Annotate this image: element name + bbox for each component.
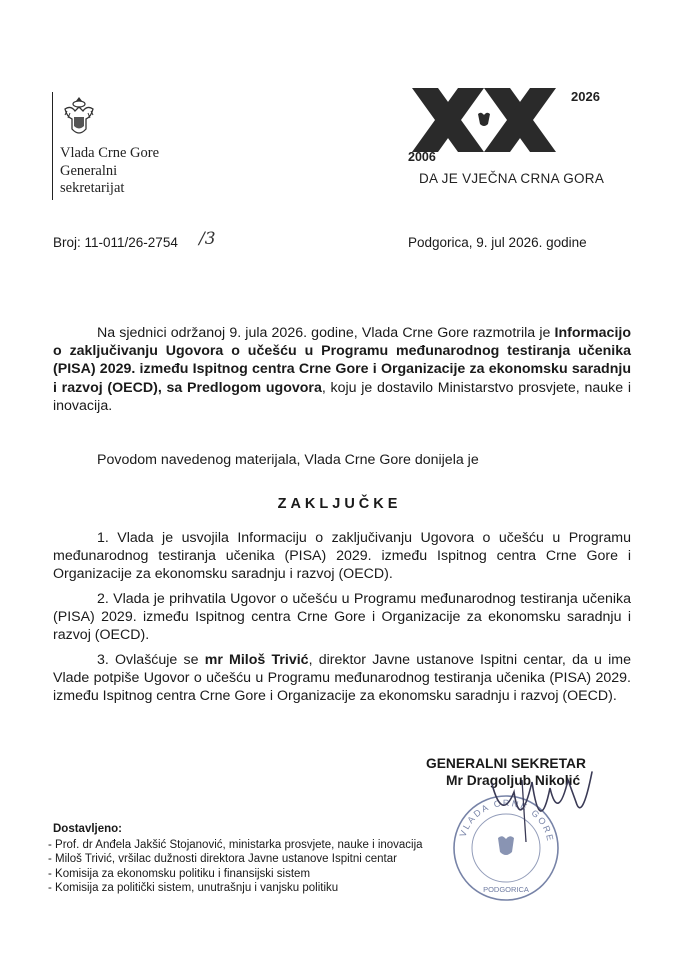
issuer-line-3: sekretarijat — [60, 180, 125, 196]
distribution-label: Dostavljeno: — [53, 823, 123, 835]
intro-subject: Informacijo o zaključivanju Ugovora o učešću u Programu međunarodnog testiranja učenika (PISA) 2029. između Ispitnog centra Crne Gore i Organizacije za ekonomsku saradnju i razvoj (OECD), sa Predlogom ugovora — [53, 325, 631, 396]
signatory-name: Mr Dragoljub Nikolić — [446, 773, 581, 788]
signatory-title: GENERALNI SEKRETAR — [426, 756, 586, 771]
reference-number: Broj: 11-011/26-2754 — [53, 235, 178, 250]
distribution-list — [48, 838, 423, 895]
header-divider — [52, 92, 53, 200]
authorized-person: mr Miloš Trivić — [204, 652, 309, 668]
conclusion-3-text-b: , direktor Javne ustanove Ispitni centar, da u ime Vlade potpiše Ugovor o učešću u Programu međunarodnog testiranja učenika (PISA) 2029. između Ispitnog centra Crne Gore i Organizacije za ekonomsku saradnju i razvoj (OECD). — [53, 652, 631, 705]
intro-paragraph — [53, 324, 631, 415]
distribution-item: - Prof. dr Anđela Jakšić Stojanović, ministarka prosvjete, nauke i inovacija — [48, 839, 423, 851]
conclusion-1: 1. Vlada je usvojila Informaciju o zaključivanju Ugovora o učešću u Programu međunarodnog testiranja učenika (PISA) 2029. između Ispitnog centra Crne Gore i Organizacije za ekonomsku saradnju i razvoj (OECD). — [53, 530, 631, 583]
place-and-date: Podgorica, 9. jul 2026. godine — [408, 235, 587, 250]
issuer-name — [60, 145, 159, 198]
logo-year-left: 2006 — [408, 150, 436, 164]
issuer-line-2: Generalni — [60, 162, 118, 179]
handwritten-signature — [452, 762, 602, 852]
coat-of-arms-icon — [62, 95, 96, 139]
logo-motto: DA JE VJEČNA CRNA GORA — [419, 171, 605, 186]
intro-text-a: Na sjednici održanoj 9. jula 2026. godine, Vlada Crne Gore razmotrila je — [97, 325, 555, 341]
intro-text-b: , koju je dostavilo Ministarstvo prosvjete, nauke i inovacija. — [53, 379, 631, 414]
issuer-line-1: Vlada Crne Gore — [60, 145, 160, 161]
distribution-item: - Komisija za politički sistem, unutrašnju i vanjsku politiku — [48, 881, 339, 894]
conclusion-3 — [53, 651, 631, 706]
conclusion-3-text-a: 3. Ovlašćuje se — [97, 652, 205, 668]
svg-text:VLADA CRNE GORE: VLADA CRNE GORE — [457, 797, 556, 844]
decision-intro: Povodom navedenog materijala, Vlada Crne Gore donijela je — [97, 452, 479, 468]
logo-year-right: 2026 — [571, 89, 600, 104]
svg-text:PODGORICA: PODGORICA — [483, 885, 529, 894]
conclusion-2: 2. Vlada je prihvatila Ugovor o učešću u Programu međunarodnog testiranja učenika (PISA) 2029. između Ispitnog centra Crne Gore i Organizacije za ekonomsku saradnju i razvoj (OECD). — [53, 591, 631, 644]
handwritten-reference-suffix: /3 — [199, 229, 216, 249]
section-heading: ZAKLJUČKE — [277, 496, 402, 512]
distribution-item: - Komisija za ekonomsku politiku i finansijski sistem — [48, 867, 311, 880]
distribution-item: - Miloš Trivić, vršilac dužnosti direktora Javne ustanove Ispitni centar — [48, 853, 397, 866]
